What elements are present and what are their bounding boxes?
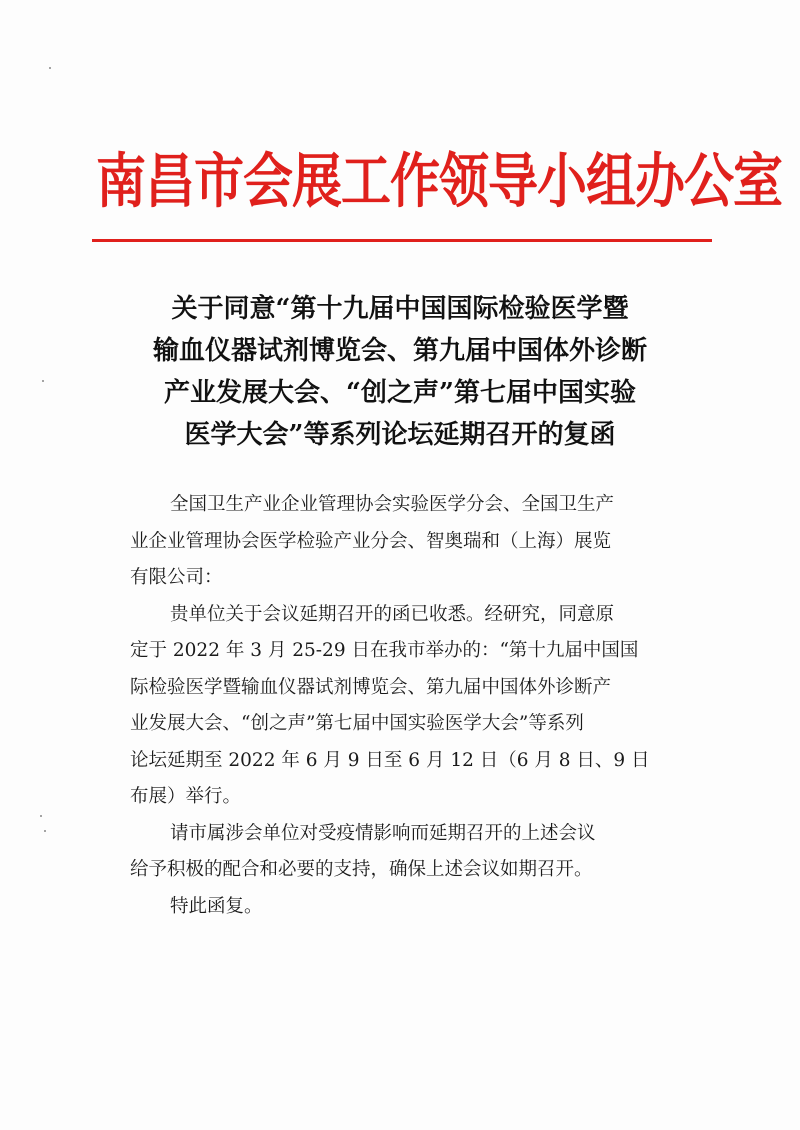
title-line: 关于同意“第十九届中国国际检验医学暨 [171,294,629,324]
scan-speck [42,380,44,382]
paragraph-line: 业发展大会、“创之声”第七届中国实验医学大会”等系列 [130,713,584,734]
addressee-line: 全国卫生产业企业管理协会实验医学分会、全国卫生产 [170,494,615,515]
paragraph-line: 请市属涉会单位对受疫情影响而延期召开的上述会议 [170,822,596,844]
document-body [130,487,695,925]
title-line: 输血仪器试剂博览会、第九届中国体外诊断 [152,336,647,366]
paragraph-line: 论坛延期至 2022 年 6 月 9 日至 6 月 12 日（6 月 8 日、9 日 [130,749,650,771]
paragraph-support-request [130,816,695,889]
paragraph-line: 给予积极的配合和必要的支持，确保上述会议如期召开。 [130,859,593,880]
scan-speck [44,830,46,832]
paragraph-decision [130,597,695,816]
title-line: 产业发展大会、“创之声”第七届中国实验 [164,378,636,408]
letterhead-org-name: 南昌市会展工作领导小组办公室 [96,147,782,216]
scan-speck [49,67,51,69]
paragraph-line: 定于 2022 年 3 月 25-29 日在我市举办的：“第十九届中国国 [130,640,639,661]
addressee-line: 业企业管理协会医学检验产业分会、智奥瑞和（上海）展览 [130,530,612,552]
title-line: 医学大会”等系列论坛延期召开的复函 [184,420,616,450]
letterhead-red-rule [92,239,712,242]
addressee-line: 有限公司： [130,567,223,588]
addressee [130,487,695,597]
paragraph-line: 际检验医学暨输血仪器试剂博览会、第九届中国体外诊断产 [130,676,612,698]
scan-speck [40,815,42,817]
document-title [100,288,700,456]
paragraph-line: 布展）举行。 [130,786,242,807]
closing-remark: 特此函复。 [170,895,263,917]
paragraph-line: 贵单位关于会议延期召开的函已收悉。经研究，同意原 [170,603,615,625]
